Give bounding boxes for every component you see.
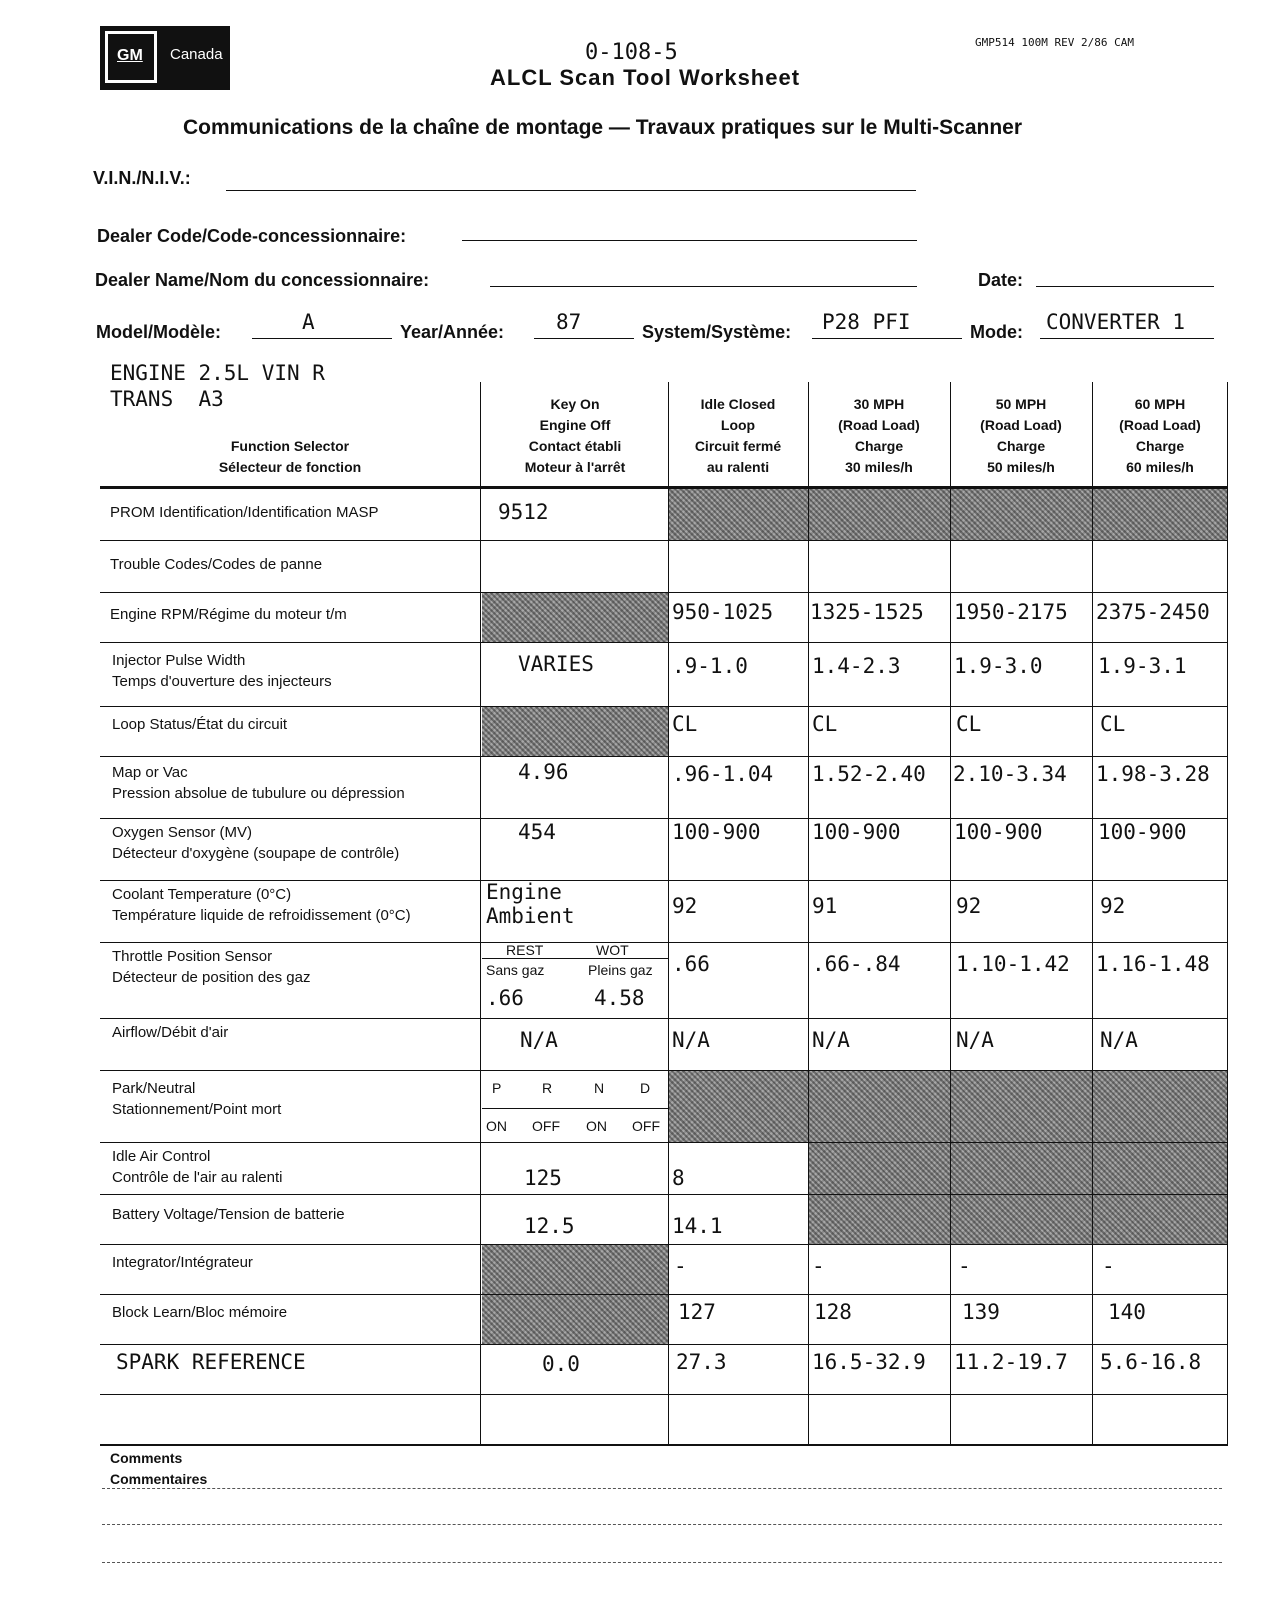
gm-canada-logo [100, 26, 230, 90]
mode-label: Mode: [970, 322, 1023, 342]
spark-30mph: 16.5-32.9 [812, 1350, 926, 1374]
airflow-30mph: N/A [812, 1028, 850, 1052]
col-divider [950, 382, 951, 1444]
model-field[interactable] [252, 338, 392, 339]
col-divider [668, 382, 669, 1444]
row-label-prom: PROM Identification/Identification MASP [110, 504, 379, 521]
row-label-iac: Idle Air Control Contrôle de l'air au ralenti [112, 1148, 283, 1186]
row-divider [100, 818, 1228, 819]
year-value: 87 [556, 310, 582, 334]
row-label-oxygen: Oxygen Sensor (MV) Détecteur d'oxygène (soupape de contrôle) [112, 824, 400, 862]
col-divider [1227, 382, 1228, 1444]
vin-label: V.I.N./N.I.V.: [93, 168, 191, 188]
row-divider [100, 1018, 1228, 1019]
coolant-key-on: Engine Ambient [486, 880, 575, 928]
scan-worksheet-table [100, 388, 1228, 1428]
gm-logo-box [105, 31, 157, 83]
table-bottom [100, 1444, 1228, 1446]
system-field[interactable] [812, 338, 962, 339]
spark-key-on: 0.0 [542, 1352, 580, 1376]
revision-code: GMP514 100M REV 2/86 CAM [975, 36, 1134, 49]
integrator-30mph: - [812, 1254, 825, 1278]
comment-line[interactable] [102, 1562, 1222, 1563]
battery-key-on: 12.5 [524, 1214, 575, 1238]
col-header-key-on: Key On Engine Off Contact établi Moteur à l'arrêt [524, 396, 626, 475]
pn-sub-divider [482, 1108, 668, 1109]
airflow-idle: N/A [672, 1028, 710, 1052]
shaded-cell [482, 706, 668, 756]
logo-country: Canada [170, 46, 223, 63]
spark-60mph: 5.6-16.8 [1100, 1350, 1202, 1374]
tps-sub-divider [482, 958, 668, 959]
oxygen-idle: 100-900 [672, 820, 761, 844]
injector-idle: .9-1.0 [672, 654, 748, 678]
pn-r: R [542, 1080, 553, 1096]
prom-key-on: 9512 [498, 500, 549, 524]
airflow-60mph: N/A [1100, 1028, 1138, 1052]
map-key-on: 4.96 [518, 760, 569, 784]
loop-50mph: CL [956, 712, 982, 736]
model-label: Model/Modèle: [96, 322, 221, 342]
pn-off-1: OFF [532, 1118, 560, 1134]
vin-field[interactable] [226, 190, 916, 191]
tps-wot-value: 4.58 [594, 986, 645, 1010]
row-label-park-neutral: Park/Neutral Stationnement/Point mort [112, 1080, 282, 1118]
col-divider [1092, 382, 1093, 1444]
tps-wot-label: WOT [596, 942, 629, 958]
tps-30mph: .66-.84 [812, 952, 901, 976]
row-label-rpm: Engine RPM/Régime du moteur t/m [110, 606, 347, 623]
coolant-60mph: 92 [1100, 894, 1126, 918]
row-divider [100, 880, 1228, 881]
airflow-key-on: N/A [520, 1028, 558, 1052]
oxygen-30mph: 100-900 [812, 820, 901, 844]
system-value: P28 PFI [822, 310, 911, 334]
col-divider [480, 382, 481, 1444]
tps-idle: .66 [672, 952, 710, 976]
year-label: Year/Année: [400, 322, 505, 342]
row-divider [100, 540, 1228, 541]
pn-n: N [594, 1080, 605, 1096]
coolant-idle: 92 [672, 894, 698, 918]
row-label-coolant: Coolant Temperature (0°C) Température liquide de refroidissement (0°C) [112, 886, 411, 924]
shaded-cell [482, 592, 668, 642]
map-30mph: 1.52-2.40 [812, 762, 926, 786]
form-number: 0-108-5 [585, 40, 678, 65]
col-header-50mph: 50 MPH (Road Load) Charge 50 miles/h [980, 396, 1062, 475]
oxygen-60mph: 100-900 [1098, 820, 1187, 844]
dealer-name-field[interactable] [490, 286, 917, 287]
comment-line[interactable] [102, 1488, 1222, 1489]
block-learn-30mph: 128 [814, 1300, 852, 1324]
dealer-code-label: Dealer Code/Code-concessionnaire: [97, 226, 407, 246]
date-label: Date: [978, 270, 1024, 290]
pn-on-1: ON [486, 1118, 507, 1134]
date-field[interactable] [1036, 286, 1214, 287]
coolant-30mph: 91 [812, 894, 838, 918]
loop-30mph: CL [812, 712, 838, 736]
oxygen-key-on: 454 [518, 820, 556, 844]
engine-note-line1: ENGINE 2.5L VIN R [110, 361, 325, 385]
coolant-50mph: 92 [956, 894, 982, 918]
col-divider [808, 382, 809, 1444]
tps-rest-value: .66 [486, 986, 524, 1010]
block-learn-60mph: 140 [1108, 1300, 1146, 1324]
system-label: System/Système: [642, 322, 792, 342]
dealer-name-label: Dealer Name/Nom du concessionnaire: [95, 270, 430, 290]
row-divider [100, 756, 1228, 757]
injector-50mph: 1.9-3.0 [954, 654, 1043, 678]
row-divider [100, 1294, 1228, 1295]
page-subtitle: Communications de la chaîne de montage — Travaux pratiques sur le Multi-Scanner [183, 116, 1023, 139]
dealer-code-field[interactable] [462, 240, 917, 241]
block-learn-50mph: 139 [962, 1300, 1000, 1324]
map-idle: .96-1.04 [672, 762, 774, 786]
rpm-30mph: 1325-1525 [810, 600, 924, 624]
engine-note-line2: TRANS A3 [110, 387, 224, 411]
pn-on-2: ON [586, 1118, 607, 1134]
row-label-trouble-codes: Trouble Codes/Codes de panne [110, 556, 323, 573]
row-divider [100, 1394, 1228, 1395]
comments-label: Comments Commentaires [110, 1450, 208, 1487]
row-divider [100, 642, 1228, 643]
row-label-loop: Loop Status/État du circuit [112, 716, 288, 733]
battery-idle: 14.1 [672, 1214, 723, 1238]
rpm-50mph: 1950-2175 [954, 600, 1068, 624]
row-label-battery: Battery Voltage/Tension de batterie [112, 1206, 345, 1223]
loop-idle: CL [672, 712, 698, 736]
col-header-30mph: 30 MPH (Road Load) Charge 30 miles/h [838, 396, 920, 475]
row-divider [100, 486, 1228, 489]
rpm-60mph: 2375-2450 [1096, 600, 1210, 624]
year-field[interactable] [534, 338, 634, 339]
row-divider [100, 592, 1228, 593]
integrator-60mph: - [1102, 1254, 1115, 1278]
col-header-60mph: 60 MPH (Road Load) Charge 60 miles/h [1119, 396, 1201, 475]
model-value: A [302, 310, 315, 334]
map-60mph: 1.98-3.28 [1096, 762, 1210, 786]
tps-50mph: 1.10-1.42 [956, 952, 1070, 976]
row-label-airflow: Airflow/Débit d'air [112, 1024, 229, 1041]
row-divider [100, 1344, 1228, 1345]
row-label-integrator: Integrator/Intégrateur [112, 1254, 253, 1271]
row-label-block-learn: Block Learn/Bloc mémoire [112, 1304, 288, 1321]
integrator-50mph: - [958, 1254, 971, 1278]
row-divider [100, 942, 1228, 943]
shaded-cell [668, 488, 1228, 540]
spark-50mph: 11.2-19.7 [954, 1350, 1068, 1374]
mode-field[interactable] [1040, 338, 1214, 339]
injector-30mph: 1.4-2.3 [812, 654, 901, 678]
injector-60mph: 1.9-3.1 [1098, 654, 1187, 678]
pn-off-2: OFF [632, 1118, 660, 1134]
rpm-idle: 950-1025 [672, 600, 774, 624]
row-divider [100, 706, 1228, 707]
mode-value: CONVERTER 1 [1046, 310, 1186, 334]
integrator-idle: - [674, 1254, 687, 1278]
loop-60mph: CL [1100, 712, 1126, 736]
row-label-map: Map or Vac Pression absolue de tubulure ou dépression [112, 764, 405, 802]
shaded-cell [482, 1294, 668, 1344]
block-learn-idle: 127 [678, 1300, 716, 1324]
tps-rest-label: REST [506, 942, 544, 958]
col-header-function: Function Selector Sélecteur de fonction [218, 438, 362, 475]
tps-60mph: 1.16-1.48 [1096, 952, 1210, 976]
shaded-cell [668, 1070, 1228, 1142]
comment-line[interactable] [102, 1524, 1222, 1525]
row-divider [100, 1070, 1228, 1071]
shaded-cell [482, 1244, 668, 1294]
iac-idle: 8 [672, 1166, 685, 1190]
row-divider [100, 1142, 1228, 1143]
injector-key-on: VARIES [518, 652, 594, 676]
map-50mph: 2.10-3.34 [953, 762, 1067, 786]
col-header-idle: Idle Closed Loop Circuit fermé au ralenti [694, 396, 782, 475]
page-title: ALCL Scan Tool Worksheet [490, 65, 801, 90]
pn-p: P [492, 1080, 502, 1096]
row-divider [100, 1244, 1228, 1245]
airflow-50mph: N/A [956, 1028, 994, 1052]
row-divider [100, 1194, 1228, 1195]
row-label-spark-reference: SPARK REFERENCE [116, 1350, 306, 1374]
tps-sans-gaz: Sans gaz [486, 962, 545, 978]
shaded-cell [808, 1142, 1228, 1244]
spark-idle: 27.3 [676, 1350, 727, 1374]
iac-key-on: 125 [524, 1166, 562, 1190]
oxygen-50mph: 100-900 [954, 820, 1043, 844]
tps-pleins-gaz: Pleins gaz [588, 962, 653, 978]
row-label-tps: Throttle Position Sensor Détecteur de position des gaz [112, 948, 311, 986]
row-label-injector: Injector Pulse Width Temps d'ouverture des injecteurs [112, 652, 332, 690]
pn-d: D [640, 1080, 651, 1096]
gm-logo-text: GM [117, 47, 143, 64]
